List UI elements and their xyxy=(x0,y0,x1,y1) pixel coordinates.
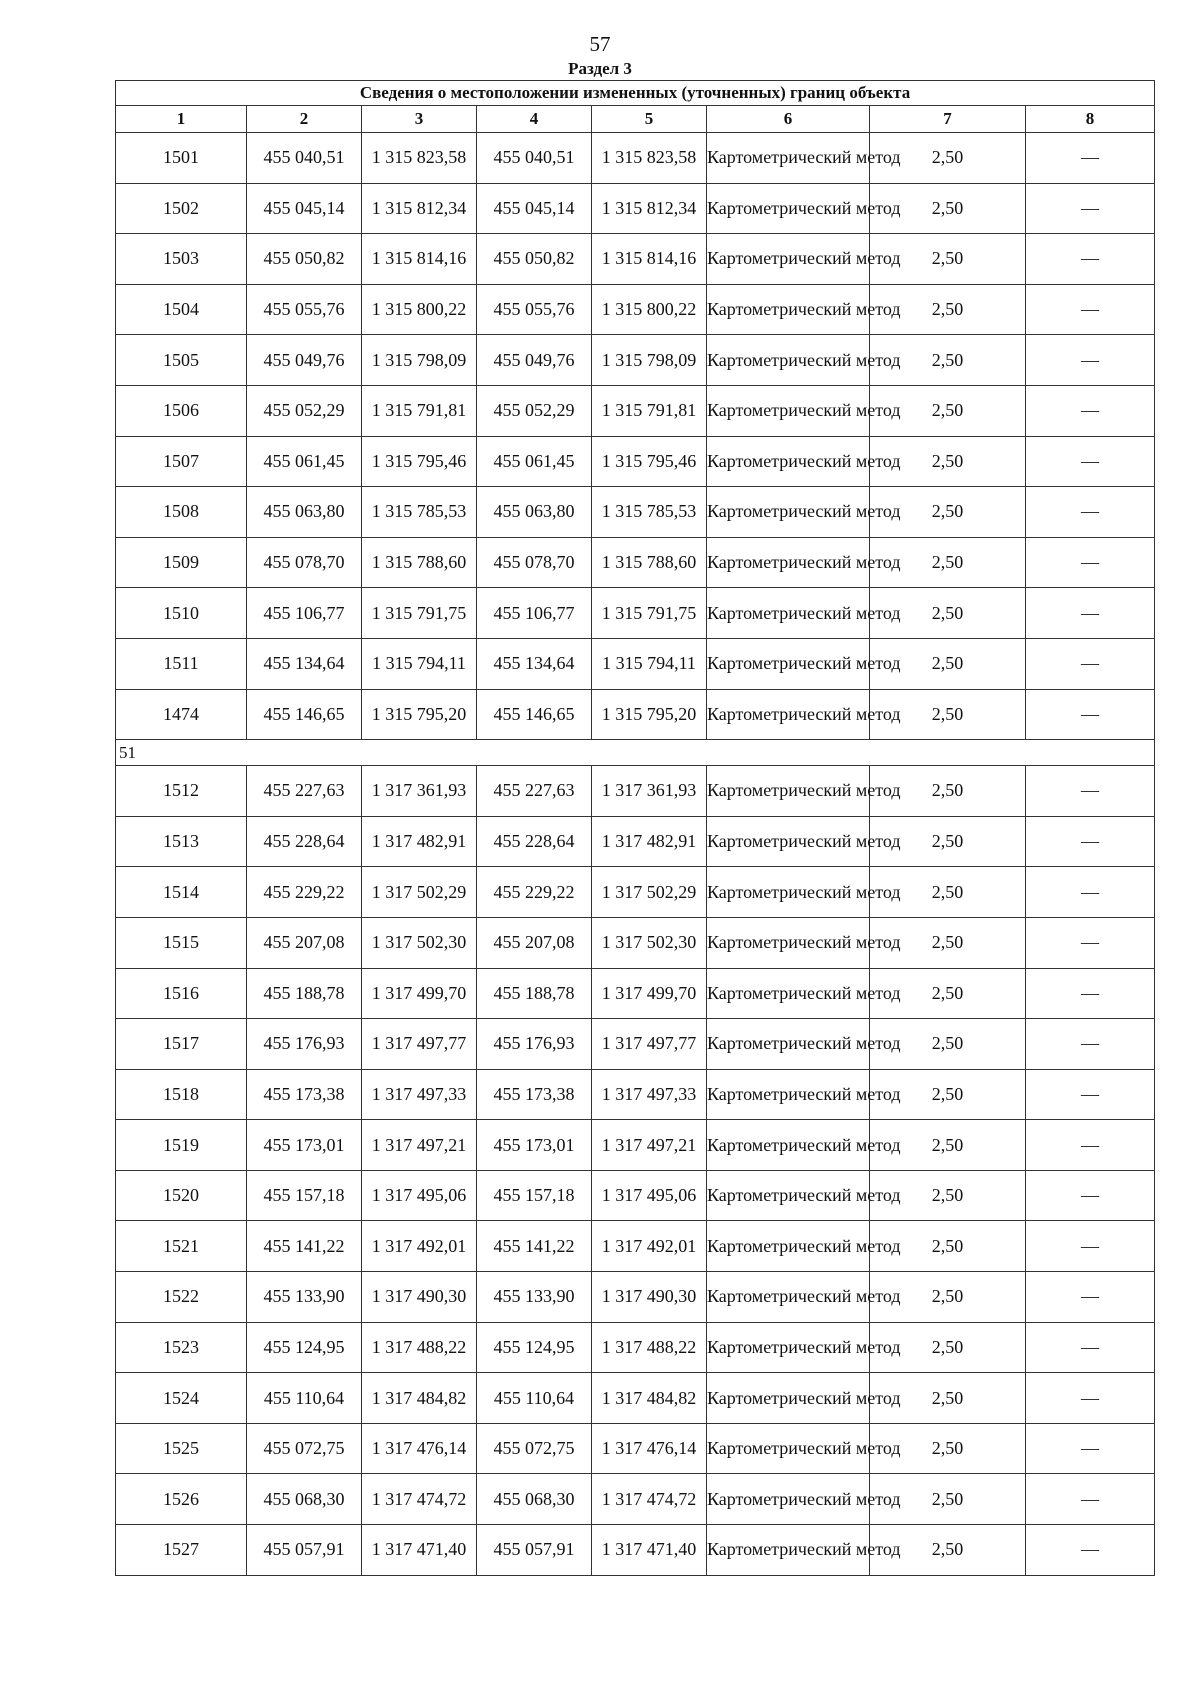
y-old-cell: 1 315 794,11 xyxy=(362,638,477,689)
column-number-6: 6 xyxy=(707,106,870,133)
x-new-cell: 455 173,38 xyxy=(477,1069,592,1120)
note-cell: — xyxy=(1026,689,1155,740)
point-number-cell: 1509 xyxy=(116,537,247,588)
point-number-cell: 1501 xyxy=(116,133,247,184)
y-old-cell: 1 317 471,40 xyxy=(362,1525,477,1576)
y-old-cell: 1 315 795,46 xyxy=(362,436,477,487)
table-row xyxy=(116,1373,1155,1424)
y-new-cell: 1 315 791,81 xyxy=(592,385,707,436)
point-number-cell: 1526 xyxy=(116,1474,247,1525)
x-new-cell: 455 049,76 xyxy=(477,335,592,386)
x-old-cell: 455 110,64 xyxy=(247,1373,362,1424)
x-old-cell: 455 106,77 xyxy=(247,588,362,639)
y-new-cell: 1 317 490,30 xyxy=(592,1272,707,1323)
table-row xyxy=(116,1272,1155,1323)
method-cell: Картометрический метод xyxy=(707,638,870,689)
accuracy-cell: 2,50 xyxy=(870,816,1026,867)
y-old-cell: 1 317 488,22 xyxy=(362,1322,477,1373)
x-old-cell: 455 157,18 xyxy=(247,1170,362,1221)
column-number-4: 4 xyxy=(477,106,592,133)
accuracy-cell: 2,50 xyxy=(870,183,1026,234)
y-old-cell: 1 315 791,81 xyxy=(362,385,477,436)
table-row xyxy=(116,689,1155,740)
x-new-cell: 455 134,64 xyxy=(477,638,592,689)
y-new-cell: 1 315 812,34 xyxy=(592,183,707,234)
y-new-cell: 1 317 497,21 xyxy=(592,1120,707,1171)
point-number-cell: 1511 xyxy=(116,638,247,689)
table-row xyxy=(116,1120,1155,1171)
point-number-cell: 1517 xyxy=(116,1019,247,1070)
column-number-7: 7 xyxy=(870,106,1026,133)
y-old-cell: 1 317 502,30 xyxy=(362,917,477,968)
x-old-cell: 455 050,82 xyxy=(247,234,362,285)
accuracy-cell: 2,50 xyxy=(870,867,1026,918)
method-cell: Картометрический метод xyxy=(707,335,870,386)
note-cell: — xyxy=(1026,183,1155,234)
table-row xyxy=(116,1423,1155,1474)
x-new-cell: 455 106,77 xyxy=(477,588,592,639)
y-old-cell: 1 317 490,30 xyxy=(362,1272,477,1323)
y-new-cell: 1 315 795,20 xyxy=(592,689,707,740)
point-number-cell: 1510 xyxy=(116,588,247,639)
note-cell: — xyxy=(1026,1221,1155,1272)
x-old-cell: 455 061,45 xyxy=(247,436,362,487)
table-row xyxy=(116,1525,1155,1576)
point-number-cell: 1508 xyxy=(116,487,247,538)
note-cell: — xyxy=(1026,436,1155,487)
note-cell: — xyxy=(1026,1474,1155,1525)
x-old-cell: 455 228,64 xyxy=(247,816,362,867)
y-new-cell: 1 317 361,93 xyxy=(592,766,707,817)
method-cell: Картометрический метод xyxy=(707,1525,870,1576)
x-old-cell: 455 078,70 xyxy=(247,537,362,588)
x-new-cell: 455 063,80 xyxy=(477,487,592,538)
point-number-cell: 1505 xyxy=(116,335,247,386)
y-old-cell: 1 317 499,70 xyxy=(362,968,477,1019)
y-old-cell: 1 315 791,75 xyxy=(362,588,477,639)
method-cell: Картометрический метод xyxy=(707,1373,870,1424)
method-cell: Картометрический метод xyxy=(707,537,870,588)
point-number-cell: 1524 xyxy=(116,1373,247,1424)
x-new-cell: 455 124,95 xyxy=(477,1322,592,1373)
note-cell: — xyxy=(1026,816,1155,867)
y-old-cell: 1 317 497,77 xyxy=(362,1019,477,1070)
table-row xyxy=(116,183,1155,234)
method-cell: Картометрический метод xyxy=(707,917,870,968)
table-row xyxy=(116,284,1155,335)
x-old-cell: 455 146,65 xyxy=(247,689,362,740)
table-row xyxy=(116,968,1155,1019)
point-number-cell: 1506 xyxy=(116,385,247,436)
accuracy-cell: 2,50 xyxy=(870,1221,1026,1272)
method-cell: Картометрический метод xyxy=(707,1322,870,1373)
page-number: 57 xyxy=(589,32,611,56)
note-cell: — xyxy=(1026,284,1155,335)
x-new-cell: 455 050,82 xyxy=(477,234,592,285)
point-number-cell: 1474 xyxy=(116,689,247,740)
accuracy-cell: 2,50 xyxy=(870,1525,1026,1576)
y-old-cell: 1 317 502,29 xyxy=(362,867,477,918)
note-cell: — xyxy=(1026,1272,1155,1323)
note-cell: — xyxy=(1026,385,1155,436)
y-new-cell: 1 315 795,46 xyxy=(592,436,707,487)
accuracy-cell: 2,50 xyxy=(870,689,1026,740)
x-new-cell: 455 040,51 xyxy=(477,133,592,184)
y-new-cell: 1 317 484,82 xyxy=(592,1373,707,1424)
y-old-cell: 1 315 798,09 xyxy=(362,335,477,386)
note-cell: — xyxy=(1026,766,1155,817)
column-number-row xyxy=(116,106,1155,133)
point-number-cell: 1519 xyxy=(116,1120,247,1171)
y-new-cell: 1 317 471,40 xyxy=(592,1525,707,1576)
method-cell: Картометрический метод xyxy=(707,1069,870,1120)
table-row xyxy=(116,1069,1155,1120)
x-old-cell: 455 072,75 xyxy=(247,1423,362,1474)
method-cell: Картометрический метод xyxy=(707,234,870,285)
y-new-cell: 1 317 499,70 xyxy=(592,968,707,1019)
table-row xyxy=(116,867,1155,918)
x-new-cell: 455 078,70 xyxy=(477,537,592,588)
y-old-cell: 1 317 476,14 xyxy=(362,1423,477,1474)
x-old-cell: 455 133,90 xyxy=(247,1272,362,1323)
accuracy-cell: 2,50 xyxy=(870,133,1026,184)
point-number-cell: 1507 xyxy=(116,436,247,487)
x-new-cell: 455 228,64 xyxy=(477,816,592,867)
table-row xyxy=(116,1322,1155,1373)
y-new-cell: 1 315 794,11 xyxy=(592,638,707,689)
note-cell: — xyxy=(1026,537,1155,588)
point-number-cell: 1518 xyxy=(116,1069,247,1120)
y-new-cell: 1 315 823,58 xyxy=(592,133,707,184)
y-old-cell: 1 315 800,22 xyxy=(362,284,477,335)
method-cell: Картометрический метод xyxy=(707,385,870,436)
accuracy-cell: 2,50 xyxy=(870,436,1026,487)
x-old-cell: 455 057,91 xyxy=(247,1525,362,1576)
table-row xyxy=(116,588,1155,639)
table-row xyxy=(116,234,1155,285)
x-old-cell: 455 068,30 xyxy=(247,1474,362,1525)
accuracy-cell: 2,50 xyxy=(870,487,1026,538)
point-number-cell: 1520 xyxy=(116,1170,247,1221)
method-cell: Картометрический метод xyxy=(707,436,870,487)
y-old-cell: 1 315 795,20 xyxy=(362,689,477,740)
method-cell: Картометрический метод xyxy=(707,487,870,538)
method-cell: Картометрический метод xyxy=(707,1170,870,1221)
y-new-cell: 1 317 488,22 xyxy=(592,1322,707,1373)
accuracy-cell: 2,50 xyxy=(870,766,1026,817)
y-new-cell: 1 315 785,53 xyxy=(592,487,707,538)
method-cell: Картометрический метод xyxy=(707,816,870,867)
method-cell: Картометрический метод xyxy=(707,1120,870,1171)
note-cell: — xyxy=(1026,638,1155,689)
table-caption: Сведения о местоположении измененных (уточненных) границ объекта xyxy=(116,81,1155,106)
accuracy-cell: 2,50 xyxy=(870,1423,1026,1474)
point-number-cell: 1504 xyxy=(116,284,247,335)
table-body xyxy=(116,133,1155,1576)
method-cell: Картометрический метод xyxy=(707,133,870,184)
y-old-cell: 1 317 482,91 xyxy=(362,816,477,867)
x-new-cell: 455 146,65 xyxy=(477,689,592,740)
accuracy-cell: 2,50 xyxy=(870,1069,1026,1120)
x-new-cell: 455 188,78 xyxy=(477,968,592,1019)
method-cell: Картометрический метод xyxy=(707,867,870,918)
method-cell: Картометрический метод xyxy=(707,183,870,234)
note-cell: — xyxy=(1026,133,1155,184)
table-row xyxy=(116,537,1155,588)
x-old-cell: 455 134,64 xyxy=(247,638,362,689)
note-cell: — xyxy=(1026,1120,1155,1171)
x-old-cell: 455 055,76 xyxy=(247,284,362,335)
method-cell: Картометрический метод xyxy=(707,968,870,1019)
point-number-cell: 1502 xyxy=(116,183,247,234)
accuracy-cell: 2,50 xyxy=(870,385,1026,436)
table-row xyxy=(116,1474,1155,1525)
y-new-cell: 1 317 502,29 xyxy=(592,867,707,918)
table-row xyxy=(116,638,1155,689)
table-row xyxy=(116,133,1155,184)
table-row xyxy=(116,917,1155,968)
x-old-cell: 455 176,93 xyxy=(247,1019,362,1070)
point-number-cell: 1503 xyxy=(116,234,247,285)
y-new-cell: 1 317 497,77 xyxy=(592,1019,707,1070)
table-row xyxy=(116,436,1155,487)
y-old-cell: 1 315 814,16 xyxy=(362,234,477,285)
method-cell: Картометрический метод xyxy=(707,1221,870,1272)
point-number-cell: 1522 xyxy=(116,1272,247,1323)
y-new-cell: 1 315 798,09 xyxy=(592,335,707,386)
accuracy-cell: 2,50 xyxy=(870,968,1026,1019)
point-number-cell: 1515 xyxy=(116,917,247,968)
x-old-cell: 455 173,38 xyxy=(247,1069,362,1120)
x-old-cell: 455 227,63 xyxy=(247,766,362,817)
method-cell: Картометрический метод xyxy=(707,284,870,335)
y-new-cell: 1 315 788,60 xyxy=(592,537,707,588)
note-cell: — xyxy=(1026,1019,1155,1070)
accuracy-cell: 2,50 xyxy=(870,1322,1026,1373)
accuracy-cell: 2,50 xyxy=(870,537,1026,588)
note-cell: — xyxy=(1026,1170,1155,1221)
x-old-cell: 455 188,78 xyxy=(247,968,362,1019)
y-old-cell: 1 317 497,21 xyxy=(362,1120,477,1171)
accuracy-cell: 2,50 xyxy=(870,638,1026,689)
x-new-cell: 455 227,63 xyxy=(477,766,592,817)
y-old-cell: 1 317 361,93 xyxy=(362,766,477,817)
y-old-cell: 1 317 474,72 xyxy=(362,1474,477,1525)
table-row xyxy=(116,766,1155,817)
x-new-cell: 455 045,14 xyxy=(477,183,592,234)
table-row xyxy=(116,816,1155,867)
note-cell: — xyxy=(1026,1322,1155,1373)
accuracy-cell: 2,50 xyxy=(870,1373,1026,1424)
y-new-cell: 1 315 814,16 xyxy=(592,234,707,285)
x-old-cell: 455 229,22 xyxy=(247,867,362,918)
x-new-cell: 455 207,08 xyxy=(477,917,592,968)
method-cell: Картометрический метод xyxy=(707,1019,870,1070)
y-new-cell: 1 317 502,30 xyxy=(592,917,707,968)
table-row xyxy=(116,1221,1155,1272)
note-cell: — xyxy=(1026,234,1155,285)
accuracy-cell: 2,50 xyxy=(870,284,1026,335)
method-cell: Картометрический метод xyxy=(707,588,870,639)
method-cell: Картометрический метод xyxy=(707,1474,870,1525)
accuracy-cell: 2,50 xyxy=(870,1474,1026,1525)
column-number-5: 5 xyxy=(592,106,707,133)
section-title: Раздел 3 xyxy=(568,59,632,78)
x-old-cell: 455 052,29 xyxy=(247,385,362,436)
x-old-cell: 455 045,14 xyxy=(247,183,362,234)
x-new-cell: 455 141,22 xyxy=(477,1221,592,1272)
table-row xyxy=(116,1170,1155,1221)
method-cell: Картометрический метод xyxy=(707,689,870,740)
x-old-cell: 455 124,95 xyxy=(247,1322,362,1373)
column-number-8: 8 xyxy=(1026,106,1155,133)
point-number-cell: 1527 xyxy=(116,1525,247,1576)
x-new-cell: 455 057,91 xyxy=(477,1525,592,1576)
method-cell: Картометрический метод xyxy=(707,766,870,817)
note-cell: — xyxy=(1026,968,1155,1019)
note-cell: — xyxy=(1026,588,1155,639)
note-cell: — xyxy=(1026,335,1155,386)
y-old-cell: 1 315 812,34 xyxy=(362,183,477,234)
x-old-cell: 455 049,76 xyxy=(247,335,362,386)
y-new-cell: 1 315 791,75 xyxy=(592,588,707,639)
x-new-cell: 455 110,64 xyxy=(477,1373,592,1424)
table-row xyxy=(116,487,1155,538)
y-old-cell: 1 317 495,06 xyxy=(362,1170,477,1221)
point-number-cell: 1516 xyxy=(116,968,247,1019)
note-cell: — xyxy=(1026,1525,1155,1576)
y-new-cell: 1 315 800,22 xyxy=(592,284,707,335)
accuracy-cell: 2,50 xyxy=(870,1019,1026,1070)
accuracy-cell: 2,50 xyxy=(870,234,1026,285)
point-number-cell: 1523 xyxy=(116,1322,247,1373)
x-new-cell: 455 173,01 xyxy=(477,1120,592,1171)
note-cell: — xyxy=(1026,1423,1155,1474)
y-old-cell: 1 315 823,58 xyxy=(362,133,477,184)
x-new-cell: 455 157,18 xyxy=(477,1170,592,1221)
accuracy-cell: 2,50 xyxy=(870,588,1026,639)
point-number-cell: 1525 xyxy=(116,1423,247,1474)
y-old-cell: 1 317 492,01 xyxy=(362,1221,477,1272)
column-number-2: 2 xyxy=(247,106,362,133)
note-cell: — xyxy=(1026,867,1155,918)
x-new-cell: 455 133,90 xyxy=(477,1272,592,1323)
x-new-cell: 455 055,76 xyxy=(477,284,592,335)
y-new-cell: 1 317 476,14 xyxy=(592,1423,707,1474)
y-old-cell: 1 317 484,82 xyxy=(362,1373,477,1424)
table-row xyxy=(116,335,1155,386)
x-new-cell: 455 229,22 xyxy=(477,867,592,918)
y-old-cell: 1 315 788,60 xyxy=(362,537,477,588)
y-new-cell: 1 317 482,91 xyxy=(592,816,707,867)
x-old-cell: 455 141,22 xyxy=(247,1221,362,1272)
point-number-cell: 1521 xyxy=(116,1221,247,1272)
table-row xyxy=(116,385,1155,436)
y-new-cell: 1 317 474,72 xyxy=(592,1474,707,1525)
group-row xyxy=(116,740,1155,766)
point-number-cell: 1512 xyxy=(116,766,247,817)
x-new-cell: 455 072,75 xyxy=(477,1423,592,1474)
note-cell: — xyxy=(1026,1069,1155,1120)
method-cell: Картометрический метод xyxy=(707,1272,870,1323)
y-new-cell: 1 317 492,01 xyxy=(592,1221,707,1272)
y-old-cell: 1 317 497,33 xyxy=(362,1069,477,1120)
y-old-cell: 1 315 785,53 xyxy=(362,487,477,538)
coordinates-table xyxy=(115,80,1155,1576)
y-new-cell: 1 317 495,06 xyxy=(592,1170,707,1221)
method-cell: Картометрический метод xyxy=(707,1423,870,1474)
x-old-cell: 455 063,80 xyxy=(247,487,362,538)
y-new-cell: 1 317 497,33 xyxy=(592,1069,707,1120)
x-old-cell: 455 040,51 xyxy=(247,133,362,184)
column-number-3: 3 xyxy=(362,106,477,133)
accuracy-cell: 2,50 xyxy=(870,1272,1026,1323)
accuracy-cell: 2,50 xyxy=(870,335,1026,386)
point-number-cell: 1514 xyxy=(116,867,247,918)
column-number-1: 1 xyxy=(116,106,247,133)
point-number-cell: 1513 xyxy=(116,816,247,867)
x-new-cell: 455 068,30 xyxy=(477,1474,592,1525)
x-new-cell: 455 061,45 xyxy=(477,436,592,487)
note-cell: — xyxy=(1026,917,1155,968)
accuracy-cell: 2,50 xyxy=(870,1170,1026,1221)
note-cell: — xyxy=(1026,487,1155,538)
accuracy-cell: 2,50 xyxy=(870,1120,1026,1171)
x-old-cell: 455 173,01 xyxy=(247,1120,362,1171)
accuracy-cell: 2,50 xyxy=(870,917,1026,968)
note-cell: — xyxy=(1026,1373,1155,1424)
group-label: 51 xyxy=(116,740,1155,766)
x-new-cell: 455 176,93 xyxy=(477,1019,592,1070)
x-old-cell: 455 207,08 xyxy=(247,917,362,968)
x-new-cell: 455 052,29 xyxy=(477,385,592,436)
table-row xyxy=(116,1019,1155,1070)
